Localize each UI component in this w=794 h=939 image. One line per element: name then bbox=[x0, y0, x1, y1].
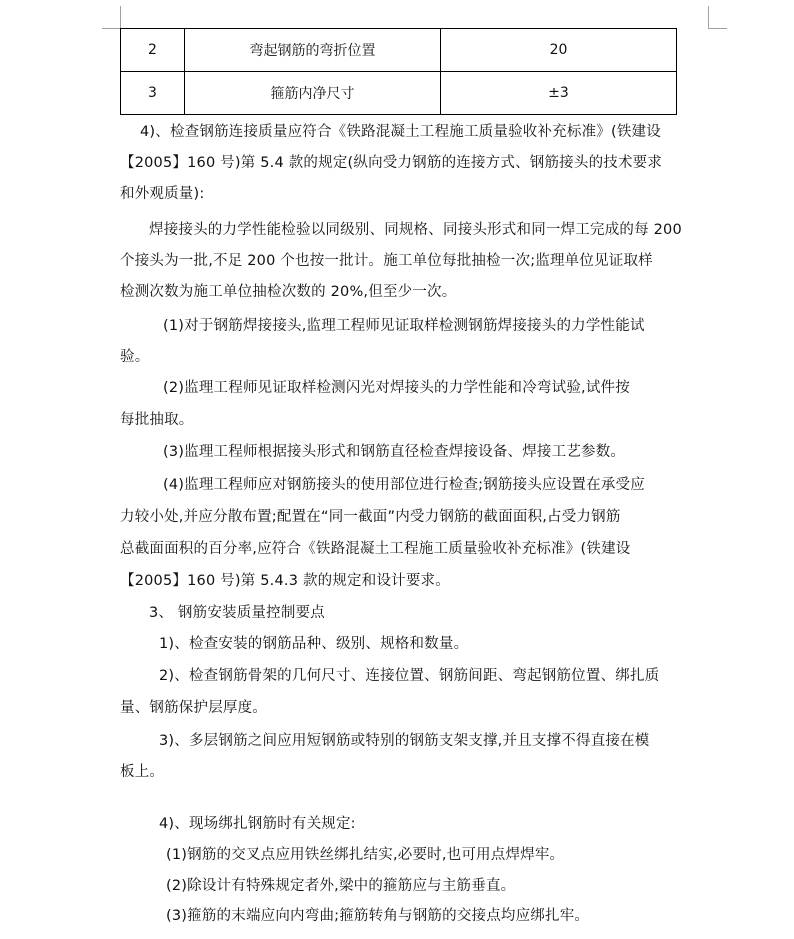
text-line: (1)钢筋的交叉点应用铁丝绑扎结实,必要时,也可用点焊焊牢。 bbox=[166, 847, 565, 863]
text-line: 3)、多层钢筋之间应用短钢筋或特别的钢筋支架支撑,并且支撑不得直接在模 bbox=[159, 733, 650, 749]
table-cell-item: 箍筋内净尺寸 bbox=[185, 72, 441, 115]
text-line: 力较小处,并应分散布置;配置在“同一截面”内受力钢筋的截面面积,占受力钢筋 bbox=[120, 509, 621, 525]
text-line: (4)监理工程师应对钢筋接头的使用部位进行检查;钢筋接头应设置在承受应 bbox=[163, 477, 645, 493]
text-line: 量、钢筋保护层厚度。 bbox=[120, 700, 267, 716]
text-line: 每批抽取。 bbox=[120, 412, 194, 428]
text-line: 2)、检查钢筋骨架的几何尺寸、连接位置、钢筋间距、弯起钢筋位置、绑扎质 bbox=[159, 668, 660, 684]
table-row bbox=[121, 29, 677, 72]
text-line: 板上。 bbox=[120, 764, 165, 780]
tolerance-table bbox=[120, 28, 677, 115]
table-cell-no: 2 bbox=[121, 29, 185, 72]
text-line: (3)监理工程师根据接头形式和钢筋直径检查焊接设备、焊接工艺参数。 bbox=[163, 444, 626, 460]
text-line: 总截面面积的百分率,应符合《铁路混凝土工程施工质量验收补充标准》(铁建设 bbox=[120, 541, 631, 557]
text-line: 检测次数为施工单位抽检次数的 20%,但至少一次。 bbox=[120, 284, 457, 300]
text-line: (2)监理工程师见证取样检测闪光对焊接头的力学性能和冷弯试验,试件按 bbox=[163, 380, 630, 396]
table-cell-item: 弯起钢筋的弯折位置 bbox=[185, 29, 441, 72]
text-line: (1)对于钢筋焊接接头,监理工程师见证取样检测钢筋焊接接头的力学性能试 bbox=[163, 318, 645, 334]
table-cell-value: ±3 bbox=[441, 72, 677, 115]
table-row bbox=[121, 72, 677, 115]
text-line: 【2005】160 号)第 5.4 款的规定(纵向受力钢筋的连接方式、钢筋接头的技术要求 bbox=[120, 155, 663, 171]
text-line: 【2005】160 号)第 5.4.3 款的规定和设计要求。 bbox=[120, 573, 450, 589]
section-heading: 3、 钢筋安装质量控制要点 bbox=[149, 605, 325, 621]
text-line: 4)、检查钢筋连接质量应符合《铁路混凝土工程施工质量验收补充标准》(铁建设 bbox=[140, 124, 661, 140]
text-line: (2)除设计有特殊规定者外,梁中的箍筋应与主筋垂直。 bbox=[166, 878, 516, 894]
text-line: 4)、现场绑扎钢筋时有关规定: bbox=[159, 816, 356, 832]
text-line: (3)箍筋的末端应向内弯曲;箍筋转角与钢筋的交接点均应绑扎牢。 bbox=[166, 908, 590, 924]
text-line: 焊接接头的力学性能检验以同级别、同规格、同接头形式和同一焊工完成的每 200 bbox=[149, 222, 682, 238]
table-cell-value: 20 bbox=[441, 29, 677, 72]
table-cell-no: 3 bbox=[121, 72, 185, 115]
text-line: 和外观质量): bbox=[120, 186, 205, 202]
text-line: 1)、检查安装的钢筋品种、级别、规格和数量。 bbox=[159, 636, 469, 652]
text-line: 验。 bbox=[120, 349, 150, 365]
page-corner-mark-right bbox=[708, 6, 727, 29]
text-line: 个接头为一批,不足 200 个也按一批计。施工单位每批抽检一次;监理单位见证取样 bbox=[120, 253, 653, 269]
page-corner-mark-left bbox=[102, 6, 121, 29]
